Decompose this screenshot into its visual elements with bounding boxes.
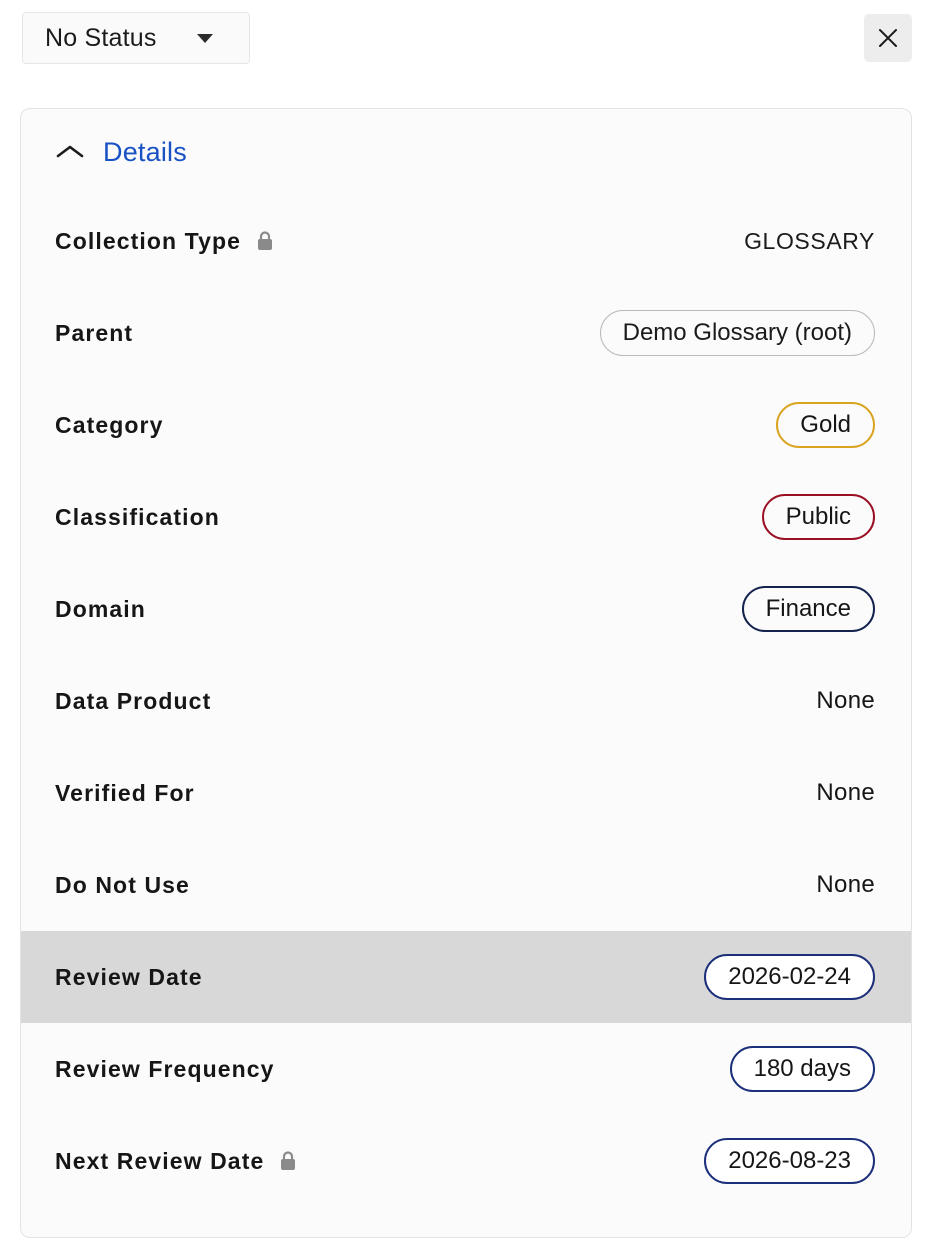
detail-row-review-date[interactable]	[21, 931, 911, 1023]
detail-value: None	[816, 871, 875, 898]
detail-label: Data Product	[55, 687, 212, 714]
detail-value: GLOSSARY	[744, 227, 875, 254]
detail-row-review-frequency	[21, 1023, 911, 1115]
detail-label: Category	[55, 411, 164, 438]
detail-row-data-product	[21, 655, 911, 747]
detail-row-do-not-use	[21, 839, 911, 931]
detail-value-chip-classification[interactable]: Public	[762, 494, 875, 540]
detail-value-chip-domain[interactable]: Finance	[742, 586, 875, 632]
detail-label: Parent	[55, 319, 134, 346]
status-dropdown[interactable]	[22, 12, 250, 64]
detail-value-chip-category[interactable]: Gold	[776, 402, 875, 448]
detail-value-chip-next-review-date[interactable]: 2026-08-23	[704, 1138, 875, 1184]
status-dropdown-label: No Status	[45, 23, 157, 52]
detail-row-collection-type	[21, 195, 911, 287]
detail-label: Classification	[55, 503, 220, 530]
panel-toolbar	[0, 0, 932, 78]
detail-row-next-review-date	[21, 1115, 911, 1207]
close-button[interactable]	[864, 14, 912, 62]
detail-value-chip-review-date[interactable]: 2026-02-24	[704, 954, 875, 1000]
detail-row-category	[21, 379, 911, 471]
detail-row-verified-for	[21, 747, 911, 839]
lock-icon	[255, 230, 275, 252]
close-icon	[876, 26, 900, 50]
lock-icon	[278, 1150, 298, 1172]
details-card	[20, 108, 912, 1238]
detail-label: Next Review Date	[55, 1148, 298, 1175]
detail-value: None	[816, 687, 875, 714]
detail-label: Collection Type	[55, 228, 275, 255]
detail-label: Review Frequency	[55, 1055, 275, 1082]
detail-row-classification	[21, 471, 911, 563]
detail-value: None	[816, 779, 875, 806]
details-rows	[21, 195, 911, 1207]
detail-row-domain	[21, 563, 911, 655]
details-section-header[interactable]	[21, 109, 911, 195]
detail-row-parent	[21, 287, 911, 379]
details-section-title: Details	[103, 136, 187, 167]
detail-label: Verified For	[55, 779, 195, 806]
chevron-down-icon	[197, 34, 213, 43]
detail-value-chip-parent[interactable]: Demo Glossary (root)	[600, 310, 875, 356]
detail-value-chip-review-frequency[interactable]: 180 days	[730, 1046, 875, 1092]
chevron-up-icon[interactable]	[53, 135, 87, 169]
detail-label: Do Not Use	[55, 871, 190, 898]
detail-label: Review Date	[55, 963, 203, 990]
detail-label: Domain	[55, 595, 146, 622]
